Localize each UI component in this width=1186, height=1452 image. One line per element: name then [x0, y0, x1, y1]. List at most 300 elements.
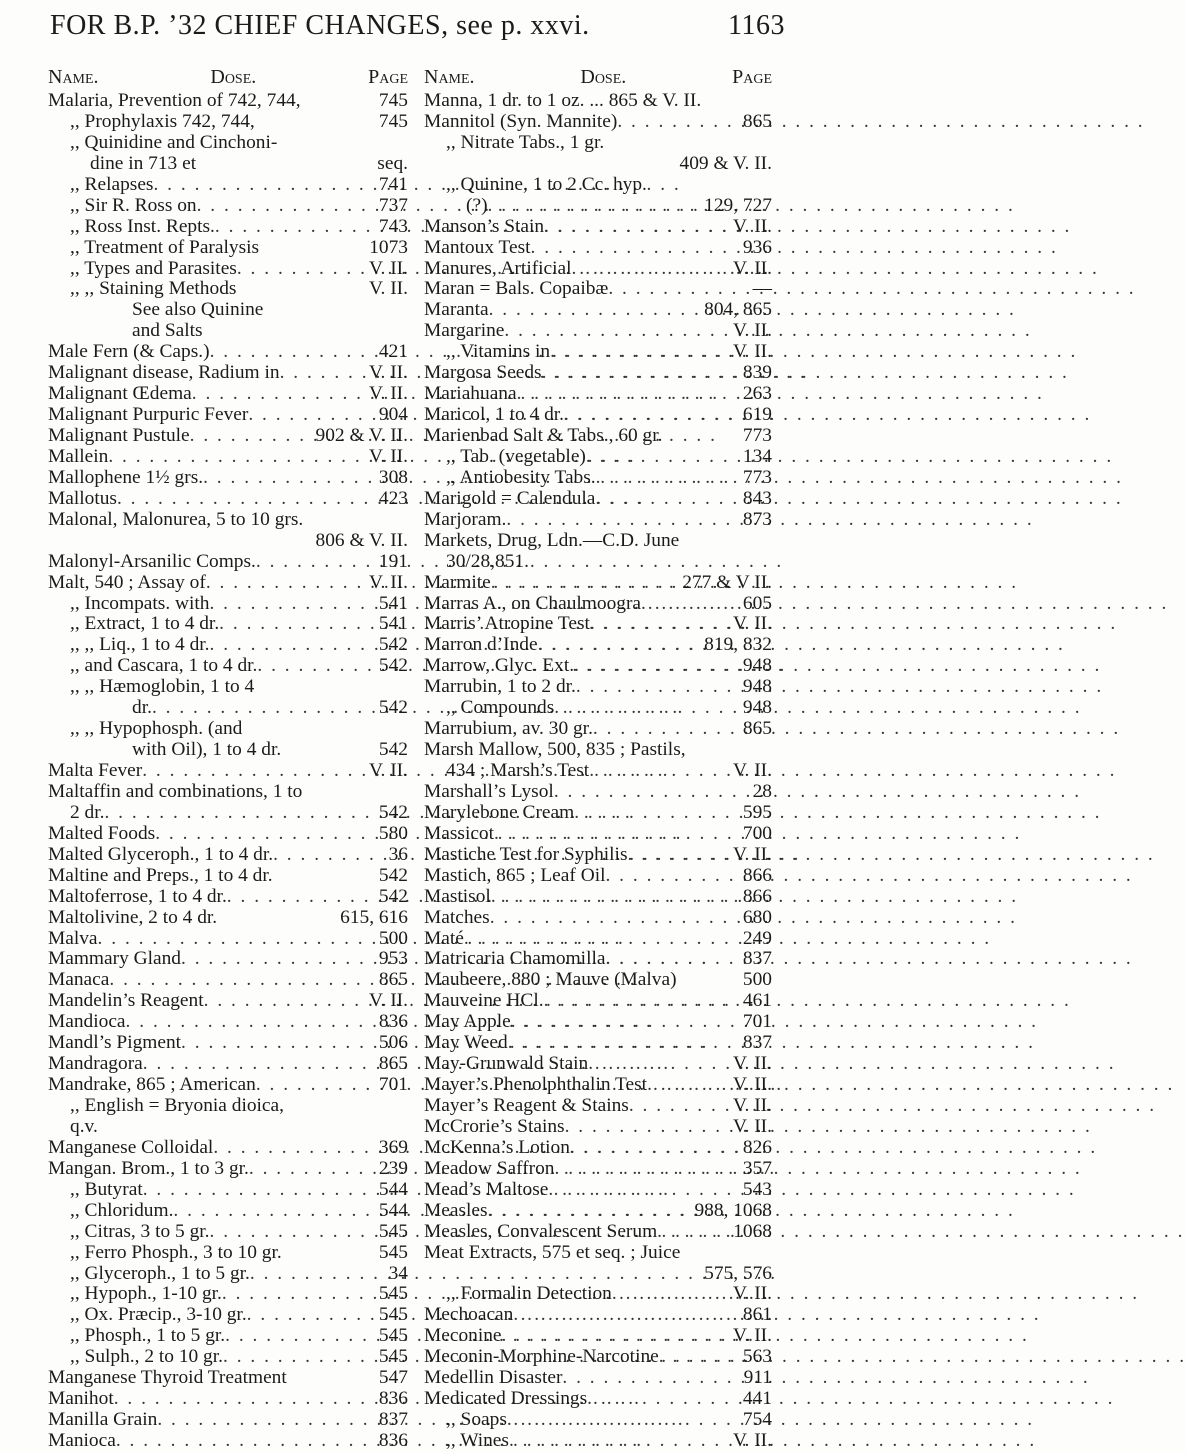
leader-dots [227, 887, 379, 908]
entry-name: ,, Soaps [446, 1409, 507, 1431]
entry-name: McCrorie’s Stains [424, 1115, 565, 1137]
leader-dots [542, 363, 743, 384]
entry-name: Marris’ Atropine Test [424, 613, 590, 635]
entry-name: Medicated Dressings [424, 1388, 588, 1410]
entry-name: ,, Citras, 3 to 5 gr. [70, 1220, 210, 1242]
entry-page: V. II. [733, 215, 772, 237]
entry-page: 357 [742, 1157, 772, 1179]
index-entry [424, 1033, 772, 1054]
index-entry [424, 384, 772, 405]
entry-page: 545 [378, 1325, 408, 1347]
leader-dots [555, 1159, 743, 1180]
leader-dots [209, 594, 378, 615]
index-entry [48, 112, 408, 133]
index-entry [48, 342, 408, 363]
index-entry [48, 259, 408, 280]
entry-name: Margosa Seeds [424, 362, 542, 384]
entry-page: V. II. [733, 760, 772, 781]
leader-dots [152, 698, 379, 719]
entry-page: 500 [742, 969, 772, 991]
entry-name: dr. [132, 697, 152, 719]
leader-dots [210, 1222, 379, 1243]
leader-dots [464, 929, 743, 950]
index-entry [424, 1305, 772, 1326]
entry-name: Manganese Colloidal [48, 1136, 214, 1158]
leader-dots [596, 468, 743, 489]
entry-page: 541 [378, 613, 408, 635]
leader-dots [509, 1431, 733, 1452]
leader-dots [190, 426, 316, 447]
leader-dots [628, 845, 734, 866]
entry-name: ,, Wines [446, 1430, 509, 1451]
page-number: 1163 [728, 10, 785, 41]
index-entry [48, 1012, 408, 1033]
index-entry [424, 782, 772, 803]
leader-dots [280, 363, 369, 384]
leader-dots [203, 468, 379, 489]
index-entry [424, 845, 772, 866]
entry-page: 543 [742, 1178, 772, 1200]
entry-page: 191 [378, 550, 408, 572]
entry-page: V. II. [733, 1115, 772, 1137]
index-entry [48, 970, 408, 991]
index-entry [48, 866, 408, 887]
entry-page: 904 [378, 404, 408, 426]
leader-dots [608, 279, 752, 300]
entry-name: Marienbad Salt & Tabs., 60 gr. [424, 425, 663, 446]
index-entry [48, 908, 408, 929]
index-entry [48, 447, 408, 468]
index-entry [48, 719, 408, 740]
index-entry [424, 1012, 772, 1033]
entry-page: 34 [388, 1262, 408, 1284]
leader-dots [143, 1180, 379, 1201]
entry-name: ,, Prophylaxis 742, 744, [70, 110, 255, 132]
entry-page: V. II. [733, 1325, 772, 1347]
entry-name: Marras A., on Chaulmoogra [424, 592, 642, 614]
entry-page: 865 [378, 1053, 408, 1075]
entry-name: Malignant disease, Radium in [48, 362, 280, 384]
entry-name: dine in 713 et [90, 152, 197, 174]
index-entry [48, 552, 408, 573]
entry-name: Mauveine HCl. [424, 990, 544, 1012]
index-entry [48, 1347, 408, 1368]
entry-name: Maranta [424, 299, 489, 321]
index-entry [424, 1243, 772, 1264]
entry-name: ,, Glyceroph., 1 to 5 gr. [70, 1262, 250, 1284]
index-entry [424, 468, 772, 489]
entry-name: Manioca [48, 1430, 116, 1451]
entry-page: 741 [378, 173, 408, 195]
entry-page: 866 [742, 885, 772, 907]
entry-name: Malted Glyceroph., 1 to 4 dr. [48, 843, 274, 865]
entry-page: 542 [378, 739, 408, 761]
dose-heading: Dose. [580, 66, 627, 88]
index-entry [48, 1284, 408, 1305]
leader-dots [574, 656, 743, 677]
entry-page: 988, 1068 [694, 1199, 772, 1221]
entry-page: V. II. [733, 1283, 772, 1305]
index-entry [424, 91, 772, 112]
entry-page: 619 [742, 404, 772, 426]
entry-name: Margarine [424, 320, 505, 342]
leader-dots [257, 656, 379, 677]
entry-name: Mangan. Brom., 1 to 3 gr. [48, 1157, 249, 1179]
entry-name: ,, Quinidine and Cinchoni- [70, 131, 278, 153]
entry-name: ,, Phosph., 1 to 5 gr. [70, 1325, 226, 1347]
entry-name: Marrubium, av. 30 gr. [424, 718, 593, 740]
index-entry [48, 1033, 408, 1054]
entry-name: Manaca [48, 969, 110, 991]
entry-page: V. II. [369, 445, 408, 467]
entry-name: Mannitol (Syn. Mannite) [424, 110, 618, 132]
entry-page: V. II. [733, 1074, 772, 1096]
entry-page: V. II. [733, 613, 772, 635]
index-entry [48, 91, 408, 112]
leader-dots [586, 447, 743, 468]
column-header [48, 64, 408, 91]
leader-dots [647, 1075, 733, 1096]
index-entry [424, 635, 772, 656]
leader-dots [502, 1326, 733, 1347]
index-entry [48, 363, 408, 384]
entry-page: 563 [742, 1346, 772, 1368]
entry-name: Maricol, 1 to 4 dr. [424, 404, 565, 426]
entry-name: 2 dr. [70, 801, 105, 823]
index-entry [424, 866, 772, 887]
running-title: FOR B.P. ’32 CHIEF CHANGES, see p. xxvi. [50, 10, 590, 41]
entry-name: Maltolivine, 2 to 4 dr. [48, 906, 218, 928]
leader-dots [249, 1159, 379, 1180]
index-entry [424, 426, 772, 447]
entry-page: 308 [378, 466, 408, 488]
index-entry [424, 719, 772, 740]
entry-page: 839 [742, 362, 772, 384]
entry-name: Mandrake, 865 ; American [48, 1074, 256, 1096]
leader-dots [247, 1305, 379, 1326]
entry-page: 605 [742, 592, 772, 614]
index-entry [48, 279, 408, 300]
entry-page: 545 [378, 1346, 408, 1368]
index-entry [48, 1222, 408, 1243]
index-entry [48, 426, 408, 447]
leader-dots [109, 970, 379, 991]
index-entry [424, 175, 772, 196]
index-entry [48, 1159, 408, 1180]
entry-name: Mammary Gland [48, 948, 182, 970]
entry-page: V. II. [733, 320, 772, 342]
entry-page: 911 [743, 1367, 772, 1389]
entry-name: q.v. [70, 1115, 98, 1137]
index-entry [424, 887, 772, 908]
entry-name: Measles, Convalescent Serum [424, 1220, 658, 1242]
index-entry [48, 635, 408, 656]
leader-dots [98, 929, 379, 950]
index-entry [424, 342, 772, 363]
entry-name: ,, ,, Hypophosph. (and [70, 718, 243, 740]
leader-dots [659, 1347, 743, 1368]
entry-page: 737 [378, 194, 408, 216]
page-heading: Page [732, 66, 772, 88]
entry-page: 369 [378, 1136, 408, 1158]
leader-dots [192, 384, 369, 405]
index-entry [424, 300, 772, 321]
entry-page: V. II. [733, 1430, 772, 1451]
entry-page: 837 [742, 948, 772, 970]
entry-page: 873 [742, 508, 772, 530]
index-entry [48, 1326, 408, 1347]
entry-name: Massicot [424, 822, 495, 844]
leader-dots [256, 1075, 379, 1096]
name-heading: Name. [424, 66, 475, 88]
entry-name: Mallotus [48, 487, 117, 509]
entry-page: 500 [378, 927, 408, 949]
entry-name: Manganese Thyroid Treatment [48, 1367, 287, 1389]
leader-dots [488, 196, 705, 217]
index-entry [424, 1368, 772, 1389]
entry-name: Mantoux Test [424, 236, 531, 258]
leader-dots [222, 1284, 379, 1305]
leader-dots [593, 719, 743, 740]
index-entry [48, 845, 408, 866]
leader-dots [548, 1180, 743, 1201]
index-entry [48, 656, 408, 677]
entry-name: ,, Butyrat [70, 1178, 143, 1200]
index-entry [424, 1138, 772, 1159]
entry-page: 865 [378, 969, 408, 991]
entry-page: 545 [378, 1220, 408, 1242]
index-entry [424, 1075, 772, 1096]
entry-page: 826 [742, 1136, 772, 1158]
leader-dots [574, 803, 743, 824]
index-entry [48, 217, 408, 238]
leader-dots [506, 510, 743, 531]
entry-name: Marigold = Calendula [424, 487, 596, 509]
entry-page: 745 [378, 110, 408, 132]
index-entry [424, 614, 772, 635]
index-entry [48, 238, 408, 259]
entry-name: ,, Formalin Detection [446, 1283, 612, 1305]
index-entry [424, 279, 772, 300]
leader-dots [507, 1410, 743, 1431]
dose-heading: Dose. [210, 66, 257, 88]
index-entry [48, 531, 408, 552]
index-entry [48, 175, 408, 196]
entry-name: ,, Compounds [446, 697, 555, 719]
leader-dots [237, 259, 369, 280]
entry-name: Meconine [424, 1325, 502, 1347]
leader-dots [576, 677, 743, 698]
page-header [50, 10, 785, 42]
entry-name: Mayer’s Reagent & Stains [424, 1095, 629, 1116]
entry-name: Malonal, Malonurea, 5 to 10 grs. [48, 508, 304, 530]
entry-name: Maran = Bals. Copaibæ [424, 278, 609, 300]
entry-page: 249 [742, 927, 772, 949]
leader-dots [206, 573, 369, 594]
entry-name: Medellin Disaster [424, 1367, 563, 1389]
entry-name: Mariahuana [424, 383, 517, 405]
entry-name: ,, Hypoph., 1-10 gr. [70, 1283, 222, 1305]
leader-dots [511, 1012, 743, 1033]
entry-name: Mechoacan [424, 1304, 514, 1326]
index-entry [424, 112, 772, 133]
leader-dots [490, 908, 743, 929]
entry-name: ,, Relapses [70, 173, 154, 195]
entry-name: Malaria, Prevention of 742, 744, [48, 90, 301, 111]
leader-dots [657, 1222, 733, 1243]
leader-dots [489, 300, 705, 321]
entry-page: V. II. [369, 990, 408, 1012]
leader-dots [488, 1201, 695, 1222]
index-entry [48, 196, 408, 217]
entry-page: 861 [742, 1304, 772, 1326]
entry-page: — [752, 278, 772, 300]
entry-name: Manihot [48, 1388, 114, 1410]
entry-page: 819, 832 [704, 634, 772, 656]
entry-page: 541 [378, 592, 408, 614]
entry-name: Maltine and Preps., 1 to 4 dr. [48, 864, 273, 886]
entry-page: 545 [378, 1304, 408, 1326]
index-column-right [424, 64, 772, 1452]
index-entry [424, 510, 772, 531]
entry-name: Mastich, 865 ; Leaf Oil [424, 864, 606, 886]
index-entry [48, 887, 408, 908]
entry-name: ,, Chloridum. [70, 1199, 174, 1221]
index-entry [48, 1368, 408, 1389]
entry-page: 263 [742, 383, 772, 405]
index-entry [48, 761, 408, 782]
index-entry [48, 468, 408, 489]
entry-page: 28 [752, 780, 772, 802]
entry-name: Malta Fever [48, 760, 143, 781]
entry-name: Malt, 540 ; Assay of [48, 571, 206, 593]
entry-name: ,, Extract, 1 to 4 dr. [70, 613, 220, 635]
entry-page: 545 [378, 1241, 408, 1263]
leader-dots [564, 405, 743, 426]
leader-dots [617, 112, 743, 133]
entry-page: 542 [378, 655, 408, 677]
entry-name: Maubeere, 880 ; Mauve (Malva) [424, 969, 677, 991]
entry-name: Malva [48, 927, 98, 949]
entry-page: 1073 [369, 236, 408, 258]
index-entry [48, 1054, 408, 1075]
index-entry [424, 1180, 772, 1201]
index-entry [48, 1096, 408, 1117]
index-entry [424, 594, 772, 615]
entry-name: Meat Extracts, 575 et seq. ; Juice [424, 1241, 681, 1263]
leader-dots [256, 552, 379, 573]
entry-name: Mandelin’s Reagent [48, 990, 204, 1012]
index-entry [48, 1243, 408, 1264]
entry-page: 421 [378, 341, 408, 363]
index-entry [48, 782, 408, 803]
entry-page: V. II. [369, 383, 408, 405]
leader-dots [565, 1117, 733, 1138]
leader-dots [570, 1138, 743, 1159]
index-entry [48, 1180, 408, 1201]
index-entry [48, 614, 408, 635]
entry-page: 948 [742, 676, 772, 698]
entry-page: 902 & V. II. [315, 425, 408, 446]
entry-name: Matches [424, 906, 490, 928]
leader-dots [248, 405, 379, 426]
entry-name: Mead’s Maltose [424, 1178, 549, 1200]
entry-page: 1068 [733, 1220, 772, 1242]
entry-name: May-Grunwald Stain [424, 1053, 589, 1075]
index-entry [424, 321, 772, 342]
leader-dots [114, 1389, 379, 1410]
entry-page: 544 [378, 1199, 408, 1221]
entry-page: 506 [378, 1032, 408, 1054]
entry-name: ,, English = Bryonia dioica, [70, 1095, 284, 1116]
entry-name: Manures, Artificial [424, 257, 572, 279]
entry-name: with Oil), 1 to 4 dr. [132, 739, 282, 761]
entry-page: 843 [742, 487, 772, 509]
leader-dots [595, 489, 742, 510]
leader-dots [210, 342, 379, 363]
entry-name: Mastisol [424, 885, 491, 907]
leader-dots [223, 1347, 379, 1368]
entry-page: seq. [377, 152, 408, 174]
index-entry [424, 196, 772, 217]
index-entry [424, 761, 772, 782]
entry-name: ,, Ross Inst. Repts. [70, 215, 215, 237]
entry-name: ,, Vitamins in [446, 341, 551, 363]
index-entry [424, 803, 772, 824]
entry-name: Malignant Pustule [48, 425, 190, 446]
index-entry [48, 300, 408, 321]
index-entry [48, 698, 408, 719]
entry-page: 773 [742, 466, 772, 488]
entry-page: V. II. [733, 843, 772, 865]
entry-name: Manna, 1 dr. to 1 oz. ... 865 & V. II. [424, 90, 702, 111]
index-entry [424, 1389, 772, 1410]
leader-dots [562, 1368, 743, 1389]
entry-name: ,, Ferro Phosph., 3 to 10 gr. [70, 1241, 282, 1263]
leader-dots [629, 1096, 733, 1117]
entry-page: 542 [378, 885, 408, 907]
entry-page: V. II. [369, 362, 408, 384]
entry-name: See also Quinine [132, 299, 264, 321]
entry-name: Markets, Drug, Ldn.—C.D. June [424, 529, 680, 551]
leader-dots [108, 447, 369, 468]
leader-dots [517, 384, 743, 405]
index-entry [48, 1201, 408, 1222]
leader-dots [504, 321, 733, 342]
entry-name: Mandl’s Pigment [48, 1032, 182, 1054]
entry-page: V. II. [733, 1095, 772, 1116]
leader-dots [605, 866, 742, 887]
index-entry [424, 489, 772, 510]
leader-dots [181, 1033, 379, 1054]
leader-dots [215, 217, 379, 238]
leader-dots [588, 1054, 733, 1075]
entry-page: V. II. [369, 257, 408, 279]
entry-name: Marrubin, 1 to 2 dr. [424, 676, 576, 698]
entry-name: Meadow Saffron [424, 1157, 555, 1179]
entry-name: Malignant Œdema [48, 383, 192, 405]
entry-page: 680 [742, 906, 772, 928]
index-entry [424, 259, 772, 280]
entry-page: 948 [742, 655, 772, 677]
entry-page: 836 [378, 1011, 408, 1033]
leader-dots [587, 1389, 743, 1410]
leader-dots [142, 761, 369, 782]
entry-name: ,, ,, Liq., 1 to 4 dr. [70, 634, 210, 656]
leader-dots [605, 949, 742, 970]
index-entry [424, 1347, 772, 1368]
leader-dots [173, 1201, 378, 1222]
